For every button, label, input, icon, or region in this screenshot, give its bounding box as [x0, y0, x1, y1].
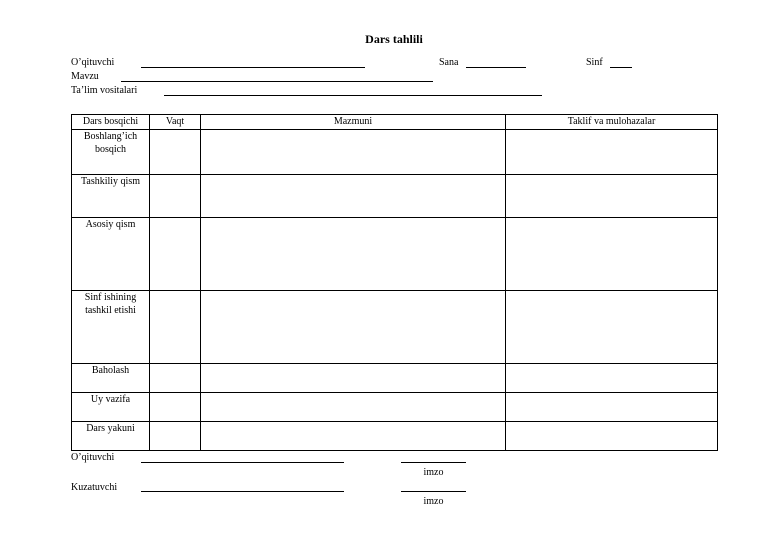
suggestions-cell[interactable]: [506, 422, 718, 451]
observer-signature-label: imzo: [423, 496, 444, 507]
time-cell[interactable]: [150, 291, 201, 364]
observer-label: Kuzatuvchi: [71, 482, 118, 493]
tools-field[interactable]: [164, 95, 542, 96]
column-header-content: Mazmuni: [201, 115, 506, 130]
suggestions-cell[interactable]: [506, 364, 718, 393]
suggestions-cell[interactable]: [506, 291, 718, 364]
table-row: [72, 218, 718, 291]
time-cell[interactable]: [150, 175, 201, 218]
column-header-stage: Dars bosqichi: [72, 115, 150, 130]
topic-field[interactable]: [121, 81, 433, 82]
topic-label: Mavzu: [71, 71, 99, 82]
class-label: Sinf: [586, 57, 603, 68]
observer-signature-field[interactable]: [401, 491, 466, 492]
footer-teacher-label: O’qituvchi: [71, 452, 115, 463]
time-cell[interactable]: [150, 218, 201, 291]
table-row: [72, 130, 718, 175]
table-row: [72, 422, 718, 451]
date-label: Sana: [439, 57, 459, 68]
content-cell[interactable]: [201, 291, 506, 364]
time-cell[interactable]: [150, 130, 201, 175]
page-title: Dars tahlili: [365, 32, 423, 46]
lesson-analysis-table: [71, 114, 718, 451]
table-row: [72, 175, 718, 218]
content-cell[interactable]: [201, 364, 506, 393]
time-cell[interactable]: [150, 422, 201, 451]
class-field[interactable]: [610, 67, 632, 68]
table-row: [72, 393, 718, 422]
date-field[interactable]: [466, 67, 526, 68]
observer-field[interactable]: [141, 491, 344, 492]
stage-cell: Uy vazifa: [72, 393, 150, 422]
suggestions-cell[interactable]: [506, 218, 718, 291]
content-cell[interactable]: [201, 422, 506, 451]
table-row: [72, 364, 718, 393]
content-cell[interactable]: [201, 218, 506, 291]
teacher-field[interactable]: [141, 67, 365, 68]
footer-teacher-field[interactable]: [141, 462, 344, 463]
table-row: [72, 291, 718, 364]
column-header-time: Vaqt: [150, 115, 201, 130]
stage-cell: Tashkiliy qism: [72, 175, 150, 218]
table-header-row: [72, 115, 718, 130]
content-cell[interactable]: [201, 130, 506, 175]
stage-cell: Boshlang’ich bosqich: [72, 130, 150, 175]
stage-cell: Baholash: [72, 364, 150, 393]
suggestions-cell[interactable]: [506, 393, 718, 422]
teacher-label: O’qituvchi: [71, 57, 115, 68]
content-cell[interactable]: [201, 393, 506, 422]
time-cell[interactable]: [150, 364, 201, 393]
stage-cell: Asosiy qism: [72, 218, 150, 291]
column-header-suggestions: Taklif va mulohazalar: [506, 115, 718, 130]
content-cell[interactable]: [201, 175, 506, 218]
teacher-signature-label: imzo: [423, 467, 444, 478]
tools-label: Ta’lim vositalari: [71, 85, 138, 96]
teacher-signature-field[interactable]: [401, 462, 466, 463]
stage-cell: Sinf ishining tashkil etishi: [72, 291, 150, 364]
stage-cell: Dars yakuni: [72, 422, 150, 451]
time-cell[interactable]: [150, 393, 201, 422]
suggestions-cell[interactable]: [506, 130, 718, 175]
suggestions-cell[interactable]: [506, 175, 718, 218]
